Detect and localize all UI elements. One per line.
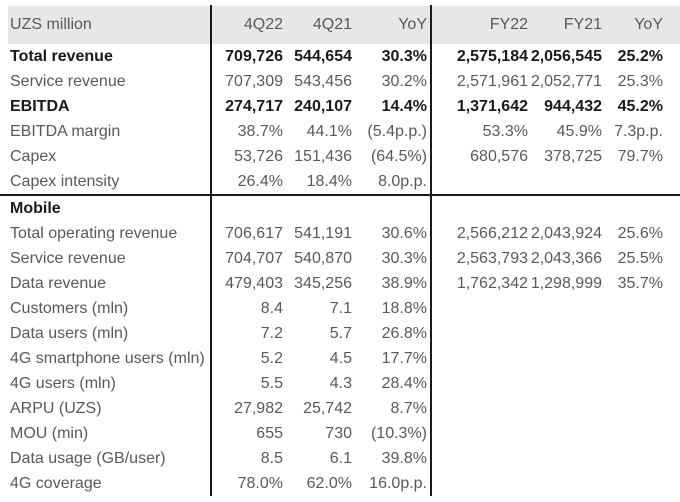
row-label: ARPU (UZS) bbox=[10, 399, 102, 417]
cell-quarter-prior: 151,436 bbox=[294, 147, 352, 165]
cell-quarter-yoy: (5.4p.p.) bbox=[367, 122, 427, 140]
cell-quarter-current: 26.4% bbox=[237, 172, 283, 190]
cell-quarter-prior: 730 bbox=[325, 424, 352, 442]
cell-quarter-current: 53,726 bbox=[234, 147, 283, 165]
cell-quarter-prior: 540,870 bbox=[294, 249, 352, 267]
cell-fullyear-yoy: 25.6% bbox=[617, 224, 663, 242]
cell-fullyear-yoy: 25.2% bbox=[617, 47, 663, 65]
row-label: Capex intensity bbox=[10, 172, 120, 190]
cell-fullyear-current: 1,371,642 bbox=[456, 97, 528, 115]
row-label: MOU (min) bbox=[10, 424, 89, 442]
row-label: EBITDA bbox=[10, 97, 70, 115]
cell-quarter-prior: 5.7 bbox=[329, 324, 352, 342]
cell-quarter-yoy: 30.2% bbox=[381, 72, 427, 90]
row-label: Total revenue bbox=[10, 47, 113, 65]
units-label: UZS million bbox=[10, 16, 92, 33]
cell-quarter-prior: 44.1% bbox=[306, 122, 352, 140]
col-header-4q22: 4Q22 bbox=[243, 16, 283, 33]
cell-quarter-yoy: 17.7% bbox=[381, 349, 427, 367]
cell-quarter-current: 8.4 bbox=[260, 299, 283, 317]
table-row bbox=[8, 119, 680, 144]
cell-quarter-current: 78.0% bbox=[237, 474, 283, 492]
cell-quarter-current: 274,717 bbox=[225, 97, 283, 115]
table-row bbox=[8, 271, 680, 296]
cell-quarter-current: 27,982 bbox=[234, 399, 283, 417]
cell-fullyear-prior: 1,298,999 bbox=[530, 274, 602, 292]
table-header-row bbox=[8, 6, 680, 44]
table-row bbox=[8, 371, 680, 396]
cell-quarter-yoy: 39.8% bbox=[381, 449, 427, 467]
cell-quarter-prior: 4.3 bbox=[329, 374, 352, 392]
row-label: Capex bbox=[10, 147, 57, 165]
row-label: 4G smartphone users (mln) bbox=[10, 349, 205, 367]
row-label: Data usage (GB/user) bbox=[10, 449, 166, 467]
cell-fullyear-yoy: 7.3p.p. bbox=[614, 122, 663, 140]
cell-quarter-current: 707,309 bbox=[225, 72, 283, 90]
divider-line-fullyear-section bbox=[430, 5, 432, 496]
cell-quarter-prior: 6.1 bbox=[329, 449, 352, 467]
table-row bbox=[8, 421, 680, 446]
row-label: Total operating revenue bbox=[10, 224, 178, 242]
cell-fullyear-current: 2,566,212 bbox=[456, 224, 528, 242]
row-label: Data revenue bbox=[10, 274, 107, 292]
table-row bbox=[8, 144, 680, 169]
table-row bbox=[8, 221, 680, 246]
cell-quarter-prior: 18.4% bbox=[306, 172, 352, 190]
cell-quarter-current: 38.7% bbox=[237, 122, 283, 140]
row-label: Service revenue bbox=[10, 249, 126, 267]
table-row bbox=[8, 471, 680, 496]
col-header-4q21: 4Q21 bbox=[312, 16, 352, 33]
table-row bbox=[8, 321, 680, 346]
cell-quarter-yoy: 30.3% bbox=[381, 249, 427, 267]
cell-quarter-current: 8.5 bbox=[260, 449, 283, 467]
table-row bbox=[8, 446, 680, 471]
row-label: 4G users (mln) bbox=[10, 374, 116, 392]
cell-quarter-yoy: 28.4% bbox=[381, 374, 427, 392]
cell-fullyear-current: 2,563,793 bbox=[456, 249, 528, 267]
divider-line-quarterly-section bbox=[210, 5, 212, 496]
cell-quarter-current: 704,707 bbox=[225, 249, 283, 267]
table-row bbox=[8, 396, 680, 421]
cell-fullyear-yoy: 25.3% bbox=[617, 72, 663, 90]
row-label: Customers (mln) bbox=[10, 299, 129, 317]
col-header-yoy-fullyear: YoY bbox=[634, 16, 663, 33]
cell-quarter-prior: 25,742 bbox=[303, 399, 352, 417]
cell-quarter-current: 479,403 bbox=[225, 274, 283, 292]
cell-quarter-yoy: 38.9% bbox=[381, 274, 427, 292]
cell-quarter-yoy: 8.0p.p. bbox=[378, 172, 427, 190]
cell-quarter-prior: 541,191 bbox=[294, 224, 352, 242]
col-header-fy21: FY21 bbox=[563, 16, 602, 33]
cell-quarter-yoy: (10.3%) bbox=[370, 424, 427, 442]
row-label: Mobile bbox=[10, 199, 61, 217]
cell-fullyear-yoy: 45.2% bbox=[617, 97, 663, 115]
table-section-row bbox=[8, 196, 680, 221]
table-row bbox=[8, 246, 680, 271]
cell-fullyear-prior: 2,043,924 bbox=[530, 224, 602, 242]
table-row bbox=[8, 169, 680, 194]
cell-fullyear-current: 2,571,961 bbox=[456, 72, 528, 90]
table-row bbox=[8, 346, 680, 371]
cell-fullyear-prior: 944,432 bbox=[544, 97, 602, 115]
cell-quarter-yoy: 14.4% bbox=[381, 97, 427, 115]
cell-quarter-yoy: 16.0p.p. bbox=[369, 474, 427, 492]
cell-quarter-prior: 544,654 bbox=[294, 47, 352, 65]
cell-quarter-prior: 4.5 bbox=[329, 349, 352, 367]
cell-fullyear-prior: 378,725 bbox=[544, 147, 602, 165]
table-row bbox=[8, 69, 680, 94]
cell-fullyear-yoy: 79.7% bbox=[617, 147, 663, 165]
cell-quarter-yoy: 8.7% bbox=[390, 399, 427, 417]
cell-quarter-yoy: 30.6% bbox=[381, 224, 427, 242]
table-row bbox=[8, 44, 680, 69]
cell-quarter-current: 5.2 bbox=[260, 349, 283, 367]
col-header-fy22: FY22 bbox=[489, 16, 528, 33]
cell-quarter-prior: 7.1 bbox=[329, 299, 352, 317]
cell-quarter-yoy: (64.5%) bbox=[370, 147, 427, 165]
cell-quarter-current: 7.2 bbox=[260, 324, 283, 342]
cell-quarter-yoy: 26.8% bbox=[381, 324, 427, 342]
cell-quarter-prior: 62.0% bbox=[306, 474, 352, 492]
cell-fullyear-prior: 2,052,771 bbox=[530, 72, 602, 90]
cell-quarter-yoy: 18.8% bbox=[381, 299, 427, 317]
row-label: Service revenue bbox=[10, 72, 126, 90]
table-body bbox=[8, 44, 680, 496]
cell-fullyear-yoy: 35.7% bbox=[617, 274, 663, 292]
cell-fullyear-prior: 45.9% bbox=[556, 122, 602, 140]
table-row bbox=[8, 94, 680, 119]
cell-fullyear-current: 53.3% bbox=[482, 122, 528, 140]
row-label: 4G coverage bbox=[10, 474, 102, 492]
cell-fullyear-prior: 2,043,366 bbox=[530, 249, 602, 267]
cell-fullyear-current: 680,576 bbox=[470, 147, 528, 165]
cell-fullyear-current: 1,762,342 bbox=[456, 274, 528, 292]
cell-quarter-prior: 345,256 bbox=[294, 274, 352, 292]
cell-fullyear-prior: 2,056,545 bbox=[530, 47, 602, 65]
row-label: EBITDA margin bbox=[10, 122, 121, 140]
row-label: Data users (mln) bbox=[10, 324, 129, 342]
cell-quarter-prior: 240,107 bbox=[294, 97, 352, 115]
cell-quarter-current: 5.5 bbox=[260, 374, 283, 392]
cell-quarter-prior: 543,456 bbox=[294, 72, 352, 90]
cell-quarter-current: 706,617 bbox=[225, 224, 283, 242]
table-row bbox=[8, 296, 680, 321]
cell-fullyear-yoy: 25.5% bbox=[617, 249, 663, 267]
col-header-yoy-quarter: YoY bbox=[398, 16, 427, 33]
cell-quarter-yoy: 30.3% bbox=[381, 47, 427, 65]
cell-quarter-current: 655 bbox=[256, 424, 283, 442]
cell-fullyear-current: 2,575,184 bbox=[456, 47, 528, 65]
cell-quarter-current: 709,726 bbox=[225, 47, 283, 65]
